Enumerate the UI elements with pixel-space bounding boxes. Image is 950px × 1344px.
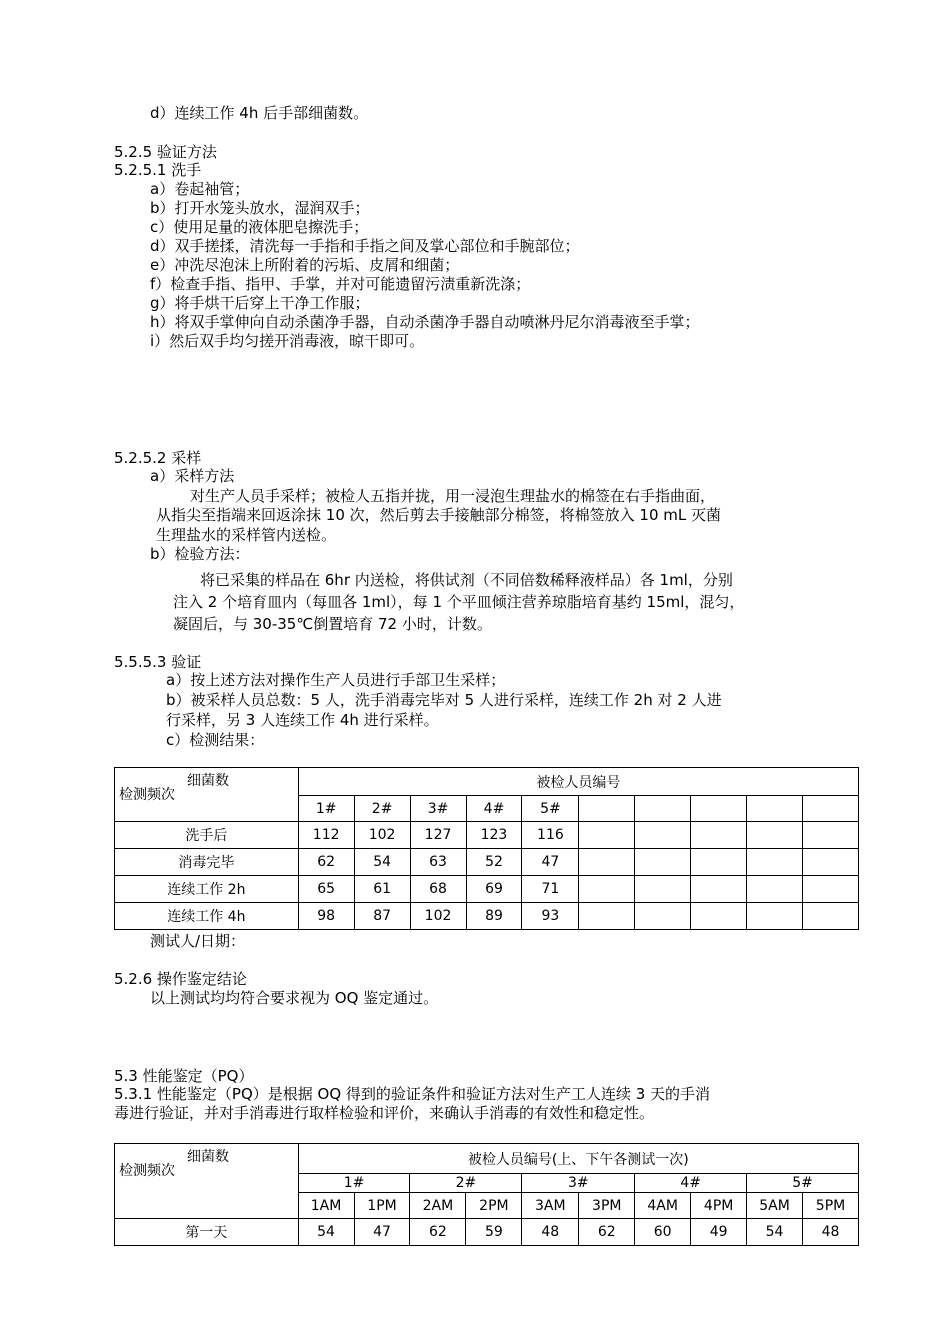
heading-5-2-5: 5.2.5 验证方法 [114, 143, 217, 161]
cell: 62 [410, 1219, 466, 1246]
row-label: 洗手后 [115, 822, 299, 849]
cell: 60 [635, 1219, 691, 1246]
cell [579, 822, 635, 849]
cell [747, 876, 803, 903]
cell: 47 [522, 849, 579, 876]
cell: 116 [522, 822, 579, 849]
wash-step: g）将手烘干后穿上干净工作服； [150, 294, 370, 312]
cell [635, 822, 691, 849]
sub-col-header: 2AM [410, 1193, 466, 1219]
col-header [802, 796, 858, 822]
cell: 123 [466, 822, 522, 849]
sub-col-header: 1AM [298, 1193, 354, 1219]
row-label: 连续工作 2h [115, 876, 299, 903]
heading-5-2-5-2: 5.2.5.2 采样 [114, 449, 202, 467]
col-header: 1# [298, 796, 354, 822]
corner-bottom-label: 检测频次 [119, 1163, 175, 1179]
tester-date: 测试人/日期： [150, 932, 246, 950]
verify-item: c）检测结果： [166, 731, 265, 749]
cell: 127 [410, 822, 466, 849]
cell [635, 903, 691, 930]
oq-conclusion: 以上测试均均符合要求视为 OQ 鉴定通过。 [150, 989, 439, 1007]
cell [747, 903, 803, 930]
row-label: 连续工作 4h [115, 903, 299, 930]
wash-step: e）冲洗尽泡沫上所附着的污垢、皮屑和细菌； [150, 256, 460, 274]
table-row [115, 1219, 859, 1246]
wash-step: h）将双手掌伸向自动杀菌净手器，自动杀菌净手器自动喷淋丹尼尔消毒液至手掌； [150, 313, 700, 331]
heading-5-2-5-1: 5.2.5.1 洗手 [114, 161, 202, 179]
corner-top-label: 细菌数 [187, 1149, 229, 1165]
cell: 62 [579, 1219, 635, 1246]
sub-col-header: 1PM [354, 1193, 410, 1219]
verify-item: b）被采样人员总数：5 人，洗手消毒完毕对 5 人进行采样，连续工作 2h 对 2 人进 [166, 691, 722, 709]
cell: 49 [691, 1219, 747, 1246]
table-row [115, 876, 859, 903]
wash-step: c）使用足量的液体肥皂擦洗手； [150, 218, 369, 236]
test-method-text: 注入 2 个培育皿内（每皿各 1ml），每 1 个平皿倾注营养琼脂培育基约 15ml，混匀， [173, 593, 745, 611]
wash-step: a）卷起袖管； [150, 180, 250, 198]
wash-step: d）双手搓揉，清洗每一手指和手指之间及掌心部位和手腕部位； [150, 237, 580, 255]
sub-col-header: 3PM [579, 1193, 635, 1219]
group-header: 被检人员编号(上、下午各测试一次) [298, 1144, 858, 1174]
results-table-oq [114, 767, 859, 930]
cell: 102 [410, 903, 466, 930]
cell: 93 [522, 903, 579, 930]
cell [747, 822, 803, 849]
person-header: 5# [747, 1174, 859, 1193]
cell [579, 903, 635, 930]
sampling-method-text: 对生产人员手采样；被检人五指并拢，用一浸泡生理盐水的棉签在右手指曲面， [190, 487, 716, 505]
cell [802, 849, 858, 876]
table-row [115, 849, 859, 876]
cell: 48 [522, 1219, 579, 1246]
cell [691, 822, 747, 849]
sub-col-header: 3AM [522, 1193, 579, 1219]
cell: 54 [298, 1219, 354, 1246]
table-corner-header [115, 768, 299, 822]
cell: 61 [354, 876, 410, 903]
col-header [747, 796, 803, 822]
cell: 87 [354, 903, 410, 930]
item-d-text: d）连续工作 4h 后手部细菌数。 [150, 104, 369, 122]
cell [579, 876, 635, 903]
cell: 48 [803, 1219, 859, 1246]
sampling-method-text: 生理盐水的采样管内送检。 [156, 526, 337, 544]
cell [802, 903, 858, 930]
test-method-text: 凝固后，与 30-35℃倒置培育 72 小时，计数。 [173, 615, 492, 633]
cell: 71 [522, 876, 579, 903]
cell [635, 849, 691, 876]
sampling-method-text: 从指尖至指端来回返涂抹 10 次，然后剪去手接触部分棉签，将棉签放入 10 mL 灭菌 [156, 506, 721, 524]
row-label: 消毒完毕 [115, 849, 299, 876]
person-header: 1# [298, 1174, 410, 1193]
heading-5-3: 5.3 性能鉴定（PQ） [114, 1067, 254, 1085]
verify-item: a）按上述方法对操作生产人员进行手部卫生采样； [166, 671, 506, 689]
row-label: 第一天 [115, 1219, 299, 1246]
cell: 68 [410, 876, 466, 903]
person-header: 3# [522, 1174, 635, 1193]
cell [802, 876, 858, 903]
col-header: 2# [354, 796, 410, 822]
cell: 54 [354, 849, 410, 876]
col-header [579, 796, 635, 822]
wash-step: i）然后双手均匀搓开消毒液，晾干即可。 [150, 332, 425, 350]
cell [635, 876, 691, 903]
sub-col-header: 4AM [635, 1193, 691, 1219]
cell: 112 [298, 822, 354, 849]
corner-top-label: 细菌数 [187, 773, 229, 789]
corner-bottom-label: 检测频次 [119, 787, 175, 803]
col-header [691, 796, 747, 822]
wash-step: b）打开水笼头放水，湿润双手； [150, 199, 370, 217]
test-method-text: 将已采集的样品在 6hr 内送检，将供试剂（不同倍数稀释液样品）各 1ml，分别 [200, 571, 733, 589]
cell: 65 [298, 876, 354, 903]
cell [747, 849, 803, 876]
cell: 63 [410, 849, 466, 876]
col-header: 5# [522, 796, 579, 822]
cell [691, 849, 747, 876]
results-table-pq [114, 1143, 859, 1246]
cell: 52 [466, 849, 522, 876]
group-header: 被检人员编号 [298, 768, 858, 796]
person-header: 4# [635, 1174, 747, 1193]
cell: 98 [298, 903, 354, 930]
cell: 47 [354, 1219, 410, 1246]
table-corner-header [115, 1144, 299, 1219]
pq-text: 5.3.1 性能鉴定（PQ）是根据 OQ 得到的验证条件和验证方法对生产工人连续 3 天的手消 [114, 1085, 711, 1103]
col-header [635, 796, 691, 822]
test-method-title: b）检验方法： [150, 545, 250, 563]
sampling-method-title: a）采样方法 [150, 467, 235, 485]
table-row [115, 822, 859, 849]
cell: 69 [466, 876, 522, 903]
heading-5-2-6: 5.2.6 操作鉴定结论 [114, 970, 247, 988]
cell: 54 [747, 1219, 803, 1246]
heading-5-5-5-3: 5.5.5.3 验证 [114, 653, 202, 671]
col-header: 3# [410, 796, 466, 822]
sub-col-header: 5PM [803, 1193, 859, 1219]
cell [691, 876, 747, 903]
cell [691, 903, 747, 930]
cell [802, 822, 858, 849]
cell [579, 849, 635, 876]
pq-text: 毒进行验证，并对手消毒进行取样检验和评价，来确认手消毒的有效性和稳定性。 [114, 1104, 655, 1122]
table-row [115, 903, 859, 930]
cell: 89 [466, 903, 522, 930]
col-header: 4# [466, 796, 522, 822]
person-header: 2# [410, 1174, 522, 1193]
wash-step: f）检查手指、指甲、手掌，并对可能遗留污渍重新洗涤； [150, 275, 531, 293]
sub-col-header: 4PM [691, 1193, 747, 1219]
sub-col-header: 5AM [747, 1193, 803, 1219]
cell: 62 [298, 849, 354, 876]
sub-col-header: 2PM [466, 1193, 522, 1219]
verify-item: 行采样，另 3 人连续工作 4h 进行采样。 [166, 711, 439, 729]
cell: 102 [354, 822, 410, 849]
cell: 59 [466, 1219, 522, 1246]
